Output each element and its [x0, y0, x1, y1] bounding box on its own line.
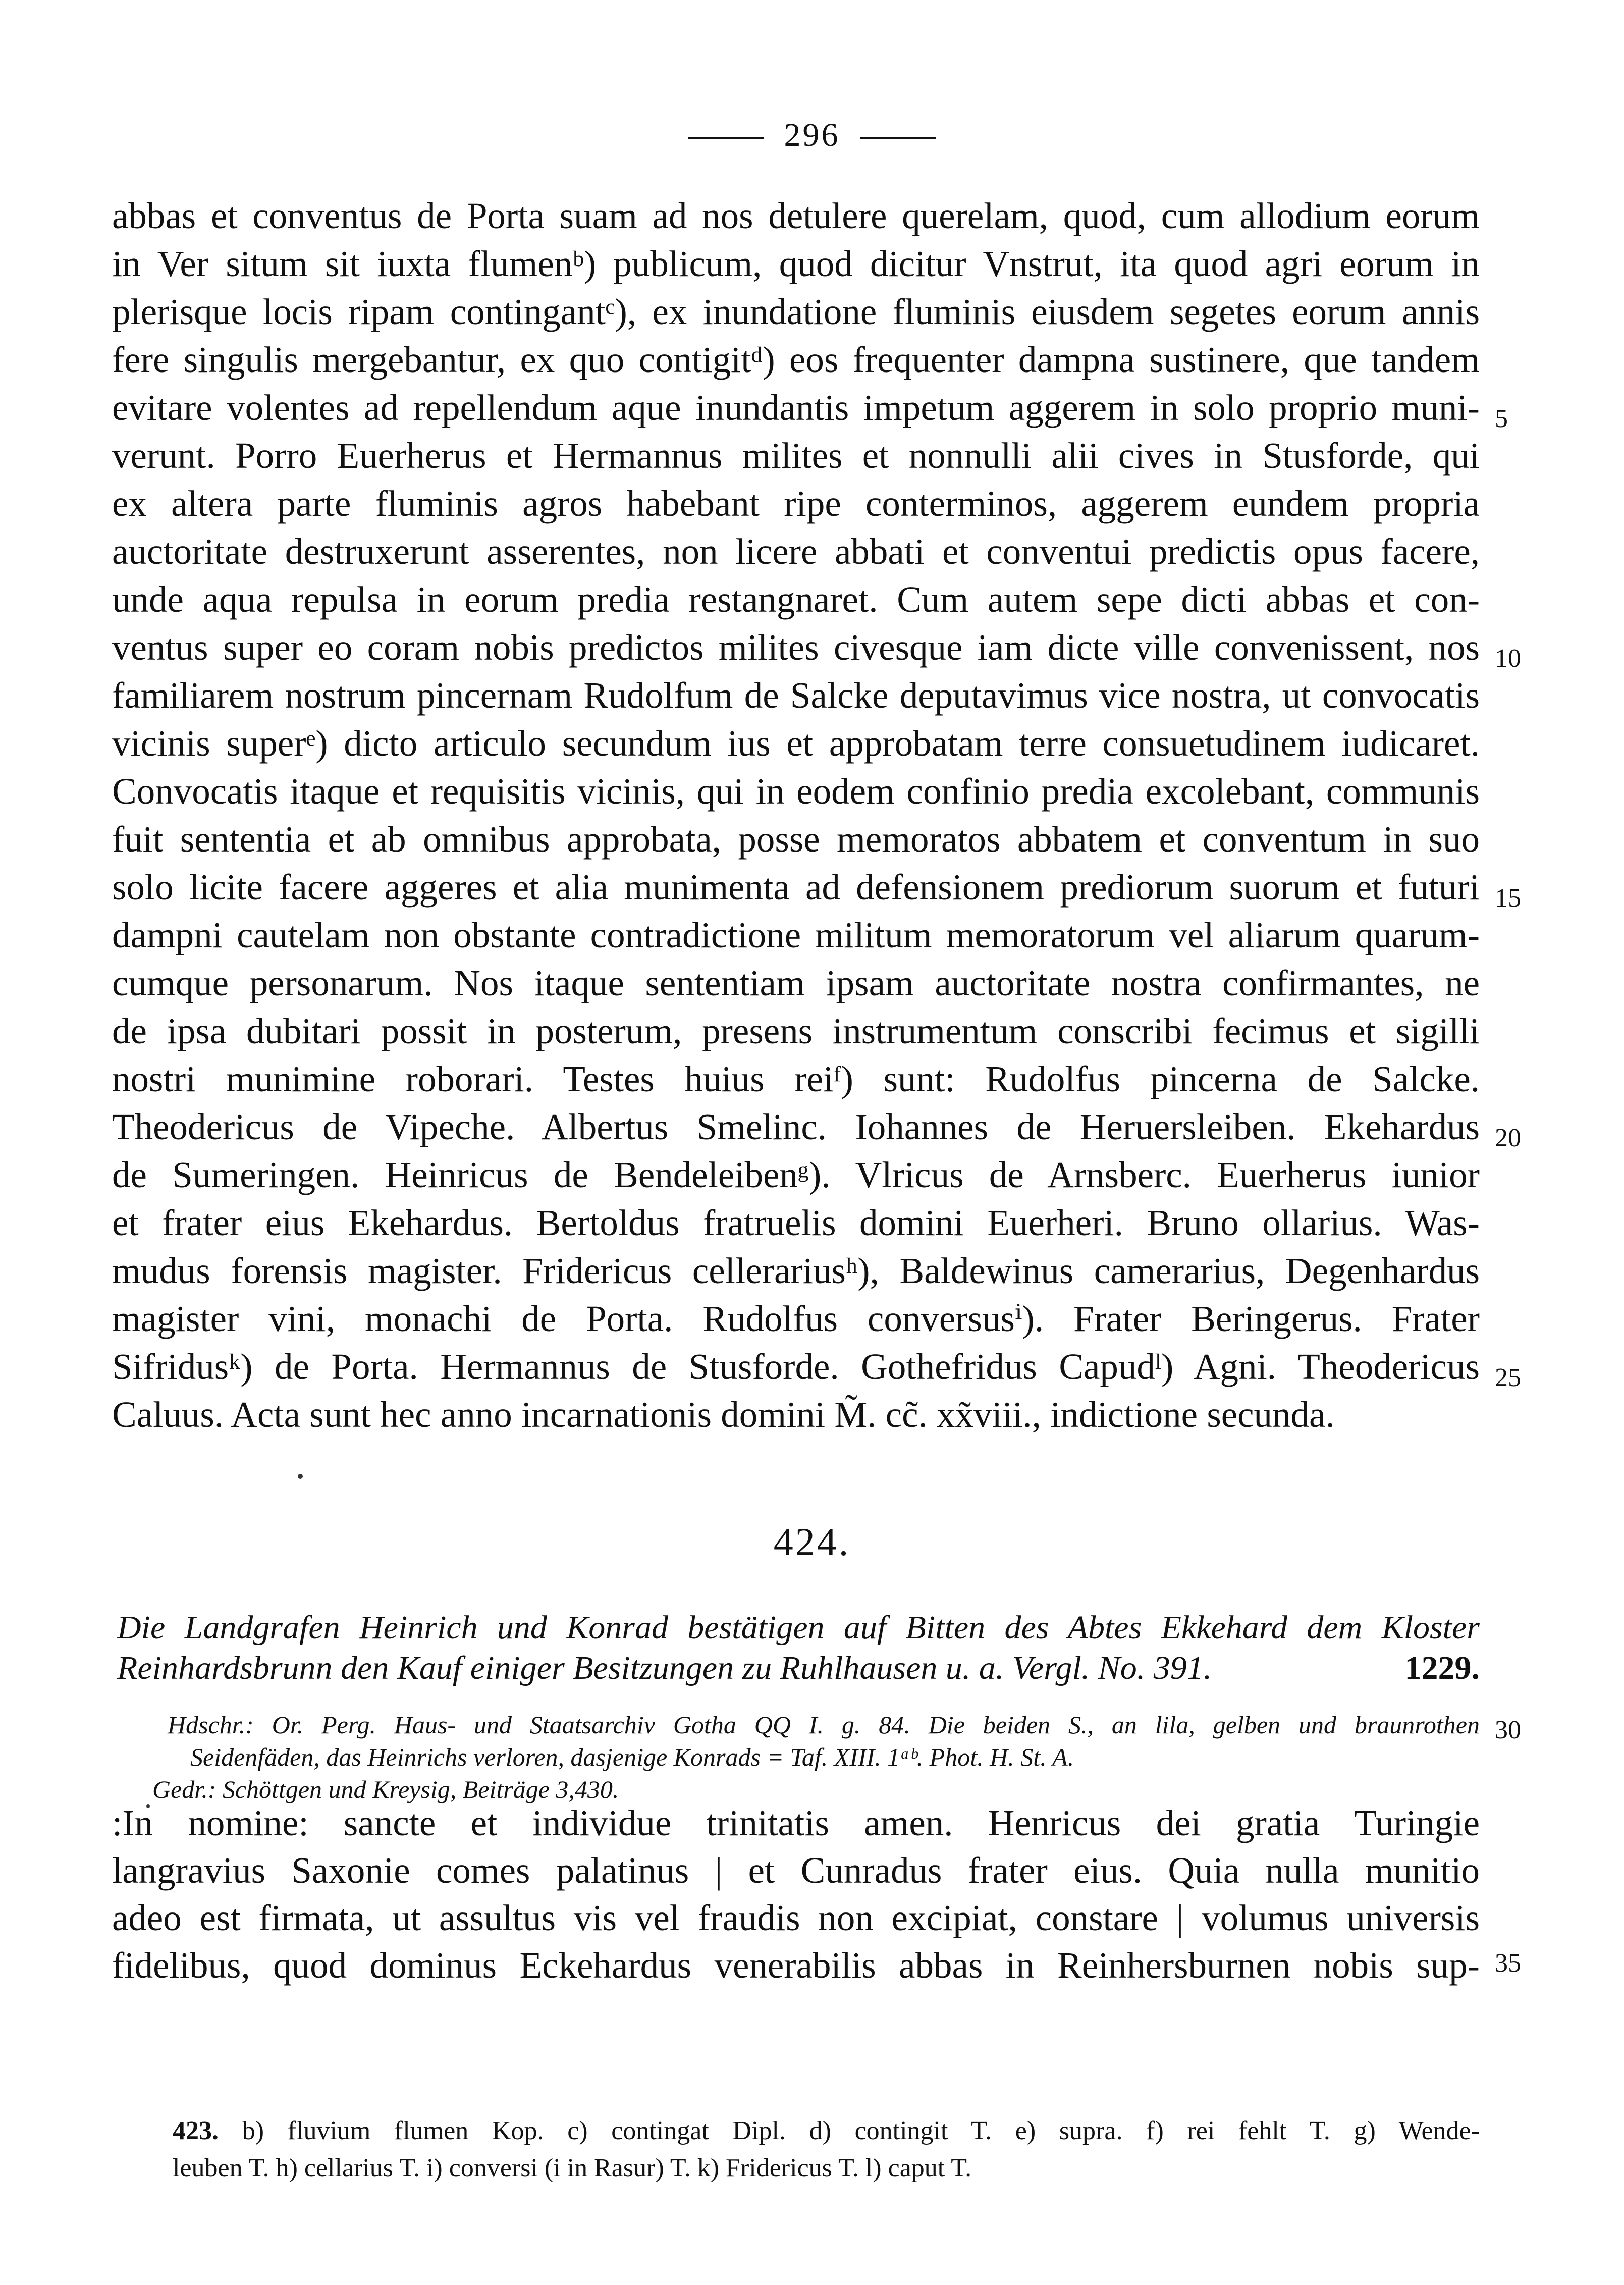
main-line: solo licite facere aggeres et alia munimenta ad defensionem prediorum suorum et futuri: [112, 867, 1480, 908]
right-rule: [860, 137, 936, 139]
footnote-line: leuben T. h) cellarius T. i) conversi (i in Rasur) T. k) Fridericus T. l) caput T.: [173, 2154, 972, 2183]
main-line: vicinis superᵉ) dicto articulo secundum ius et approbatam terre consuetudinem iudicaret.: [112, 723, 1480, 764]
main-line: verunt. Porro Euerherus et Hermannus milites et nonnulli alii cives in Stusforde, qui: [112, 435, 1480, 476]
main-line: nostri munimine roborari. Testes huius reiᶠ) sunt: Rudolfus pincerna de Salcke.: [112, 1058, 1480, 1099]
main-line: Sifridusᵏ) de Porta. Hermannus de Stusforde. Gothefridus Capudˡ) Agni. Theodericus: [112, 1346, 1480, 1387]
main-line: dampni cautelam non obstante contradictione militum memoratorum vel aliarum quarum-: [112, 915, 1480, 955]
source-line: Seidenfäden, das Heinrichs verloren, dasjenige Konrads = Taf. XIII. 1ᵃᵇ. Phot. H. St. A.: [190, 1743, 1074, 1771]
page-number: 296: [0, 116, 1624, 154]
main-line: de Sumeringen. Heinricus de Bendeleibenᵍ). Vlricus de Arnsberc. Euerherus iunior: [112, 1154, 1480, 1195]
footnotes: [173, 2112, 1480, 2187]
main-line: unde aqua repulsa in eorum predia restangnaret. Cum autem sepe dicti abbas et con-: [112, 579, 1480, 620]
document-number: 424.: [773, 1520, 851, 1564]
main-line: de ipsa dubitari possit in posterum, presens instrumentum conscribi fecimus et sigilli: [112, 1011, 1480, 1051]
main-line: magister vini, monachi de Porta. Rudolfus conversusⁱ). Frater Beringerus. Frater: [112, 1298, 1480, 1339]
main-line: plerisque locis ripam contingantᶜ), ex inundatione fluminis eiusdem segetes eorum annis: [112, 291, 1480, 332]
main-line: evitare volentes ad repellendum aque inundantis impetum aggerem in solo proprio muni-: [112, 387, 1480, 428]
charter-text: [112, 1799, 1480, 1989]
footnote-line: 423. b) fluvium flumen Kop. c) contingat Dipl. d) contingit T. e) supra. f) rei fehlt T. g) Wende-: [173, 2116, 1480, 2145]
main-line: auctoritate destruxerunt asserentes, non licere abbati et conventui predictis opus facere,: [112, 531, 1480, 572]
main-line: cumque personarum. Nos itaque sententiam ipsam auctoritate nostra confirmantes, ne: [112, 963, 1480, 1003]
regest: [117, 1608, 1480, 1688]
footnote-doc-number: 423.: [173, 2116, 219, 2145]
main-line: ex altera parte fluminis agros habebant ripe conterminos, aggerem eundem propria: [112, 483, 1480, 524]
main-line: mudus forensis magister. Fridericus cellerariusʰ), Baldewinus camerarius, Degenhardus: [112, 1250, 1480, 1291]
charter-line: langravius Saxonie comes palatinus | et Cunradus frater eius. Quia nulla munitio: [112, 1850, 1480, 1891]
line-number: 25: [1495, 1363, 1521, 1392]
charter-line: fidelibus, quod dominus Eckehardus venerabilis abbas in Reinhersburnen nobis sup-: [112, 1945, 1480, 1986]
charter-line: :In nomine: sancte et individue trinitatis amen. Henricus dei gratia Turingie: [112, 1802, 1480, 1843]
main-line: Convocatis itaque et requisitis vicinis, qui in eodem confinio predia excolebant, communis: [112, 771, 1480, 812]
line-number: 15: [1495, 884, 1521, 913]
regest-line: Reinhardsbrunn den Kauf einiger Besitzungen zu Ruhlhausen u. a. Vergl. No. 391. 1229.: [117, 1648, 1480, 1688]
main-line: et frater eius Ekehardus. Bertoldus fratruelis domini Euerheri. Bruno ollarius. Was-: [112, 1202, 1480, 1243]
main-line: Caluus. Acta sunt hec anno incarnationis domini M̃. cc̃. xx̃viii., indictione secunda.: [112, 1394, 1335, 1435]
source-line: Gedr.: Schöttgen und Kreysig, Beiträge 3,430.: [152, 1775, 619, 1803]
line-number: 30: [1495, 1716, 1521, 1744]
line-number: 35: [1495, 1949, 1521, 1978]
main-text: [112, 192, 1480, 1439]
source-line: Hdschr.: Or. Perg. Haus- und Staatsarchiv Gotha QQ I. g. 84. Die beiden S., an lila, gelben und braunrothen: [168, 1711, 1480, 1739]
line-number: 20: [1495, 1124, 1521, 1152]
main-line: familiarem nostrum pincernam Rudolfum de Salcke deputavimus vice nostra, ut convocatis: [112, 675, 1480, 716]
main-line: in Ver situm sit iuxta flumenᵇ) publicum, quod dicitur Vnstrut, ita quod agri eorum in: [112, 243, 1480, 284]
main-line: fuit sententia et ab omnibus approbata, posse memoratos abbatem et conventum in suo: [112, 819, 1480, 860]
ink-dot: [298, 1474, 303, 1479]
charter-line: adeo est firmata, ut assultus vis vel fraudis non excipiat, constare | volumus universis: [112, 1897, 1480, 1938]
line-number: 10: [1495, 644, 1521, 673]
main-line: ventus super eo coram nobis predictos milites civesque iam dicte ville convenissent, nos: [112, 627, 1480, 668]
regest-line: Die Landgrafen Heinrich und Konrad bestätigen auf Bitten des Abtes Ekkehard dem Kloster: [117, 1609, 1480, 1646]
sources-apparatus: [152, 1709, 1480, 1805]
main-line: abbas et conventus de Porta suam ad nos detulere querelam, quod, cum allodium eorum: [112, 195, 1480, 236]
left-rule: [688, 137, 764, 139]
main-line: fere singulis mergebantur, ex quo contigitᵈ) eos frequenter dampna sustinere, que tandem: [112, 339, 1480, 380]
regest-year: 1229.: [1404, 1650, 1480, 1686]
main-line: Theodericus de Vipeche. Albertus Smelinc. Iohannes de Heruersleiben. Ekehardus: [112, 1106, 1480, 1147]
line-number: 5: [1495, 404, 1508, 433]
